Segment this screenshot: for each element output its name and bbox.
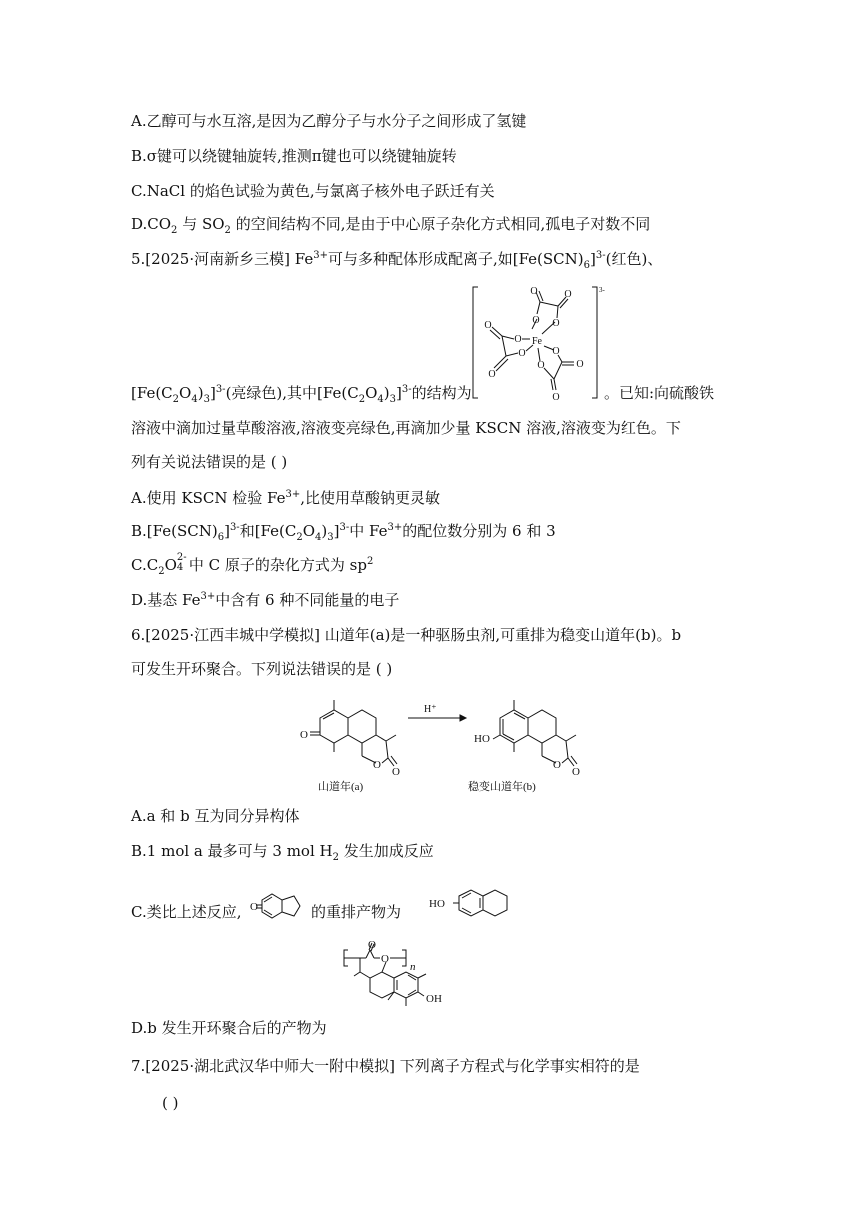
svg-text:HO: HO [429, 898, 445, 910]
q7-answer-bracket: ( ) [162, 1094, 179, 1112]
svg-text:O: O [514, 334, 522, 345]
q4-option-c: C.NaCl 的焰色试验为黄色,与氯离子核外电子跃迁有关 [131, 182, 495, 200]
q7-stem-line1: 7.[2025·湖北武汉华中师大一附中模拟] 下列离子方程式与化学事实相符的是 [131, 1057, 640, 1075]
svg-text:O: O [530, 286, 538, 297]
fe-oxalate-structure [470, 284, 620, 404]
caption-santonin: 山道年(a) [318, 781, 364, 793]
complex-charge: 3- [599, 286, 605, 294]
q5-option-d: D.基态 $Fe^{3+}$中含有 6 种不同能量的电子 [131, 591, 400, 609]
svg-text:O: O [552, 318, 560, 329]
svg-text:O: O [576, 359, 584, 370]
q5-option-c: $C.C_2O$ 2- 4 中 C 原子的杂化方式为 $sp^2$ [131, 552, 374, 577]
q4-option-a: A.乙醇可与水互溶,是因为乙醇分子与水分子之间形成了氢键 [131, 112, 527, 130]
svg-text:O: O [553, 759, 561, 771]
svg-text:O: O [552, 346, 560, 357]
q6-option-a: A.a 和 b 互为同分异构体 [131, 807, 300, 825]
svg-text:O: O [488, 369, 496, 380]
fe-center-label: Fe [532, 336, 542, 347]
svg-text:OH: OH [426, 993, 442, 1005]
tetralinol-structure [429, 882, 521, 926]
q5-option-b: $B.[Fe(SCN)_6]^{3-}$和$[Fe(C_2O_4)_3]^{3-}$中 $Fe^{3+}$的配位数分别为 6 和 3 [131, 522, 556, 543]
svg-text:O: O [572, 766, 580, 778]
polymer-structure [340, 940, 470, 1040]
q5-stem-line4: 列有关说法错误的是 ( ) [131, 453, 288, 471]
q5-option-a: A.使用 KSCN 检验 $Fe^{3+}$,比使用草酸钠更灵敏 [131, 489, 440, 507]
svg-text:O: O [518, 348, 526, 359]
svg-text:O: O [381, 953, 389, 965]
q4-option-b: B.σ键可以绕键轴旋转,推测π键也可以绕键轴旋转 [131, 147, 457, 165]
q4-option-d: $D.CO_2$ 与 $SO_2$ 的空间结构不同,是由于中心原子杂化方式相同,孤电子对数不同 [131, 215, 651, 236]
q5-source: 5.[2025·河南新乡三模] [131, 250, 290, 268]
q5-stem-line2: $[Fe(C_2O_4)_3]^{3-}$(亮绿色),其中$[Fe(C_2O_4)_3]^{3-}$的结构为 [131, 384, 472, 405]
svg-text:O: O [392, 766, 400, 778]
q6-option-b: B.1 mol a 最多可与 3 mol $H_2$ 发生加成反应 [131, 842, 434, 863]
svg-text:O: O [373, 759, 381, 771]
svg-text:O: O [300, 729, 308, 741]
q6-option-d: D.b 发生开环聚合后的产物为 [131, 1019, 327, 1037]
svg-text:O: O [368, 939, 376, 951]
svg-text:O: O [552, 392, 560, 403]
svg-text:O: O [250, 901, 258, 913]
svg-text:O: O [484, 320, 492, 331]
caption-isosantonin: 稳变山道年(b) [468, 781, 536, 793]
spiro-dienone-structure [250, 888, 310, 926]
svg-text:O: O [532, 315, 540, 326]
santonin-reaction-scheme [290, 688, 590, 798]
acid-catalyst-label: H⁺ [424, 704, 437, 715]
q6-option-c-text: C.类比上述反应, [131, 903, 242, 921]
q5-stem-line1: 5.[2025·河南新乡三模] $Fe^{3+}$可与多种配体形成配离子,如$[Fe(SCN)_6]^{3-}$(红色)、 [131, 250, 663, 271]
svg-text:O: O [564, 289, 572, 300]
q6-option-c-mid: 的重排产物为 [311, 903, 402, 921]
ho-label: HO [474, 733, 490, 745]
q5-stem-line2-end: 。已知:向硫酸铁 [604, 384, 715, 402]
svg-text:O: O [537, 360, 545, 371]
q6-stem-line2: 可发生开环聚合。下列说法错误的是 ( ) [131, 660, 393, 678]
q5-stem-line3: 溶液中滴加过量草酸溶液,溶液变亮绿色,再滴加少量 KSCN 溶液,溶液变为红色。下 [131, 419, 681, 437]
polymer-n-label: n [410, 961, 416, 973]
q6-stem-line1: 6.[2025·江西丰城中学模拟] 山道年(a)是一种驱肠虫剂,可重排为稳变山道年(b)。b [131, 626, 682, 644]
